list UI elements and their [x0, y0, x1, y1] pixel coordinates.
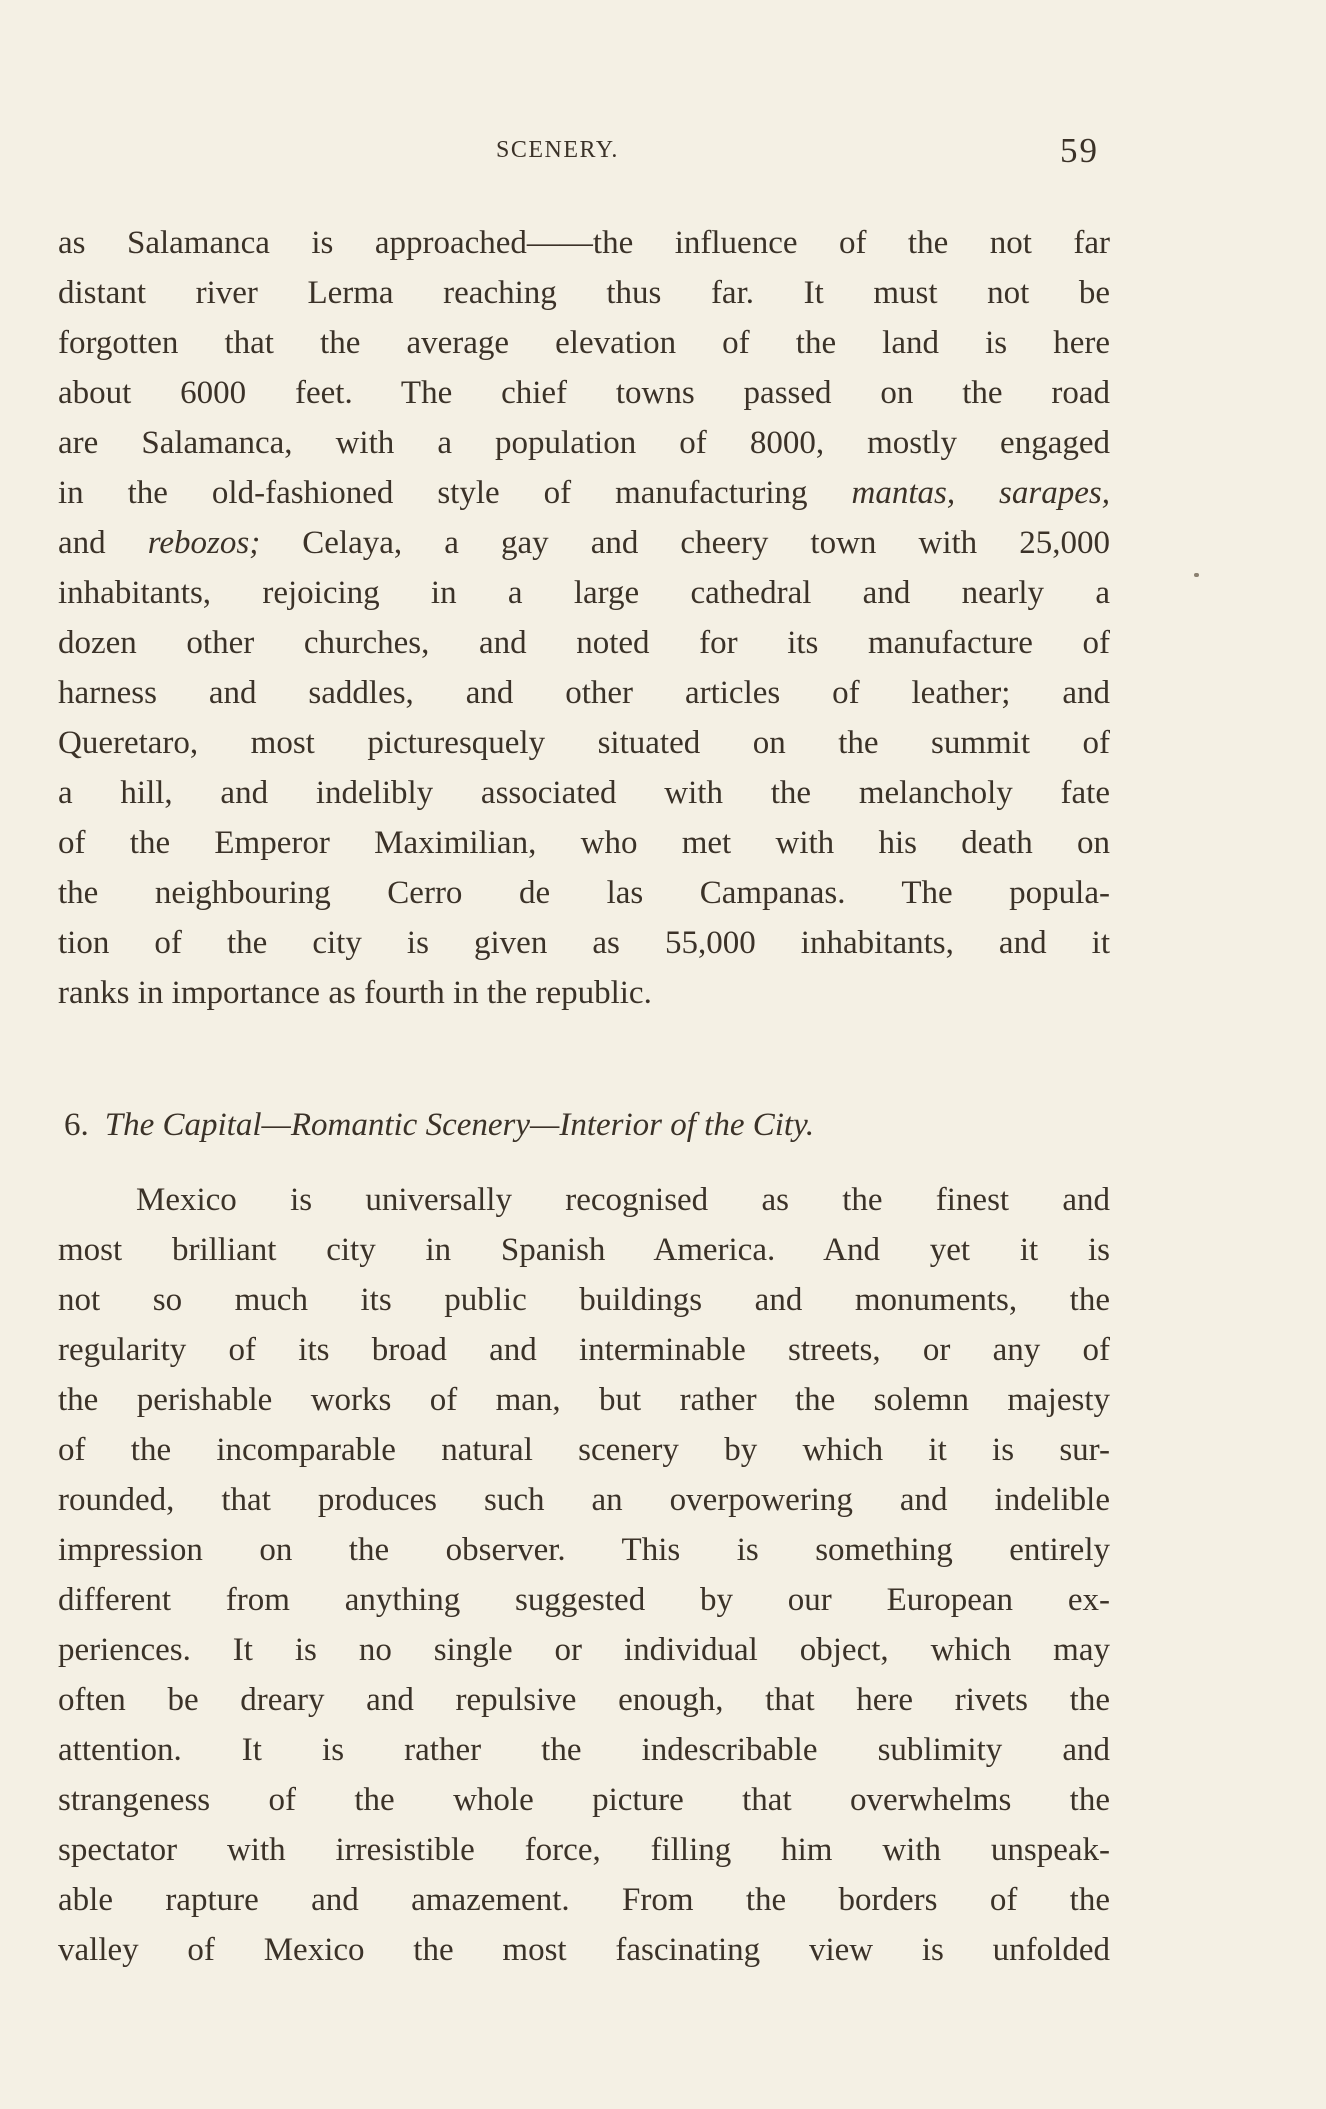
text-line: a hill, and indelibly associated with the melancholy fate — [58, 775, 1110, 811]
text-line: impression on the observer. This is something entirely — [58, 1532, 1110, 1568]
paper-speck — [1194, 573, 1199, 577]
text-line: Mexico is universally recognised as the finest and — [136, 1182, 1110, 1218]
text-line: the perishable works of man, but rather the solemn majesty — [58, 1382, 1110, 1418]
text-line: as Salamanca is approached——the influence of the not far — [58, 225, 1110, 261]
text-line: able rapture and amazement. From the borders of the — [58, 1882, 1110, 1918]
text-line: about 6000 feet. The chief towns passed on the road — [58, 375, 1110, 411]
paragraph-1 — [58, 218, 1110, 1018]
text-line: tion of the city is given as 55,000 inhabitants, and it — [58, 925, 1110, 961]
text-line-mixed — [58, 518, 1110, 568]
section-number: 6. — [64, 1107, 89, 1143]
text-line: distant river Lerma reaching thus far. It must not be — [58, 275, 1110, 311]
text-line: regularity of its broad and interminable streets, or any of — [58, 1332, 1110, 1368]
text-line: inhabitants, rejoicing in a large cathedral and nearly a — [58, 575, 1110, 611]
text-line: of the incomparable natural scenery by which it is sur- — [58, 1432, 1110, 1468]
section-heading — [64, 1100, 1110, 1150]
text-line: are Salamanca, with a population of 8000, mostly engaged — [58, 425, 1110, 461]
text-line: dozen other churches, and noted for its manufacture of — [58, 625, 1110, 661]
text-line: often be dreary and repulsive enough, that here rivets the — [58, 1682, 1110, 1718]
italic-term: rebozos; — [147, 525, 261, 561]
text-line: forgotten that the average elevation of the land is here — [58, 325, 1110, 361]
text-line: attention. It is rather the indescribable sublimity and — [58, 1732, 1110, 1768]
text-line: strangeness of the whole picture that overwhelms the — [58, 1782, 1110, 1818]
text-line: most brilliant city in Spanish America. And yet it is — [58, 1232, 1110, 1268]
page-number: 59 — [1060, 131, 1099, 170]
text-line: Queretaro, most picturesquely situated on the summit of — [58, 725, 1110, 761]
text-line: the neighbouring Cerro de las Campanas. The popula- — [58, 875, 1110, 911]
text-segment: and — [58, 525, 106, 561]
italic-terms: mantas, sarapes, — [851, 475, 1110, 511]
text-line: ranks in importance as fourth in the republic. — [58, 975, 652, 1011]
text-line: rounded, that produces such an overpowering and indelible — [58, 1482, 1110, 1518]
running-title: SCENERY. — [496, 137, 619, 163]
paragraph-2 — [58, 1175, 1110, 1975]
text-line: of the Emperor Maximilian, who met with his death on — [58, 825, 1110, 861]
text-segment: in the old-fashioned style of manufacturing — [58, 475, 808, 511]
text-line: different from anything suggested by our European ex- — [58, 1582, 1110, 1618]
section-title: The Capital—Romantic Scenery—Interior of the City. — [104, 1107, 815, 1143]
text-line: not so much its public buildings and monuments, the — [58, 1282, 1110, 1318]
text-segment: Celaya, a gay and cheery town with 25,000 — [302, 525, 1111, 561]
running-head — [0, 131, 1326, 177]
text-line: periences. It is no single or individual object, which may — [58, 1632, 1110, 1668]
text-line: harness and saddles, and other articles of leather; and — [58, 675, 1110, 711]
text-line: valley of Mexico the most fascinating view is unfolded — [58, 1932, 1110, 1968]
text-line-mixed — [58, 468, 1110, 518]
text-line: spectator with irresistible force, filling him with unspeak- — [58, 1832, 1110, 1868]
